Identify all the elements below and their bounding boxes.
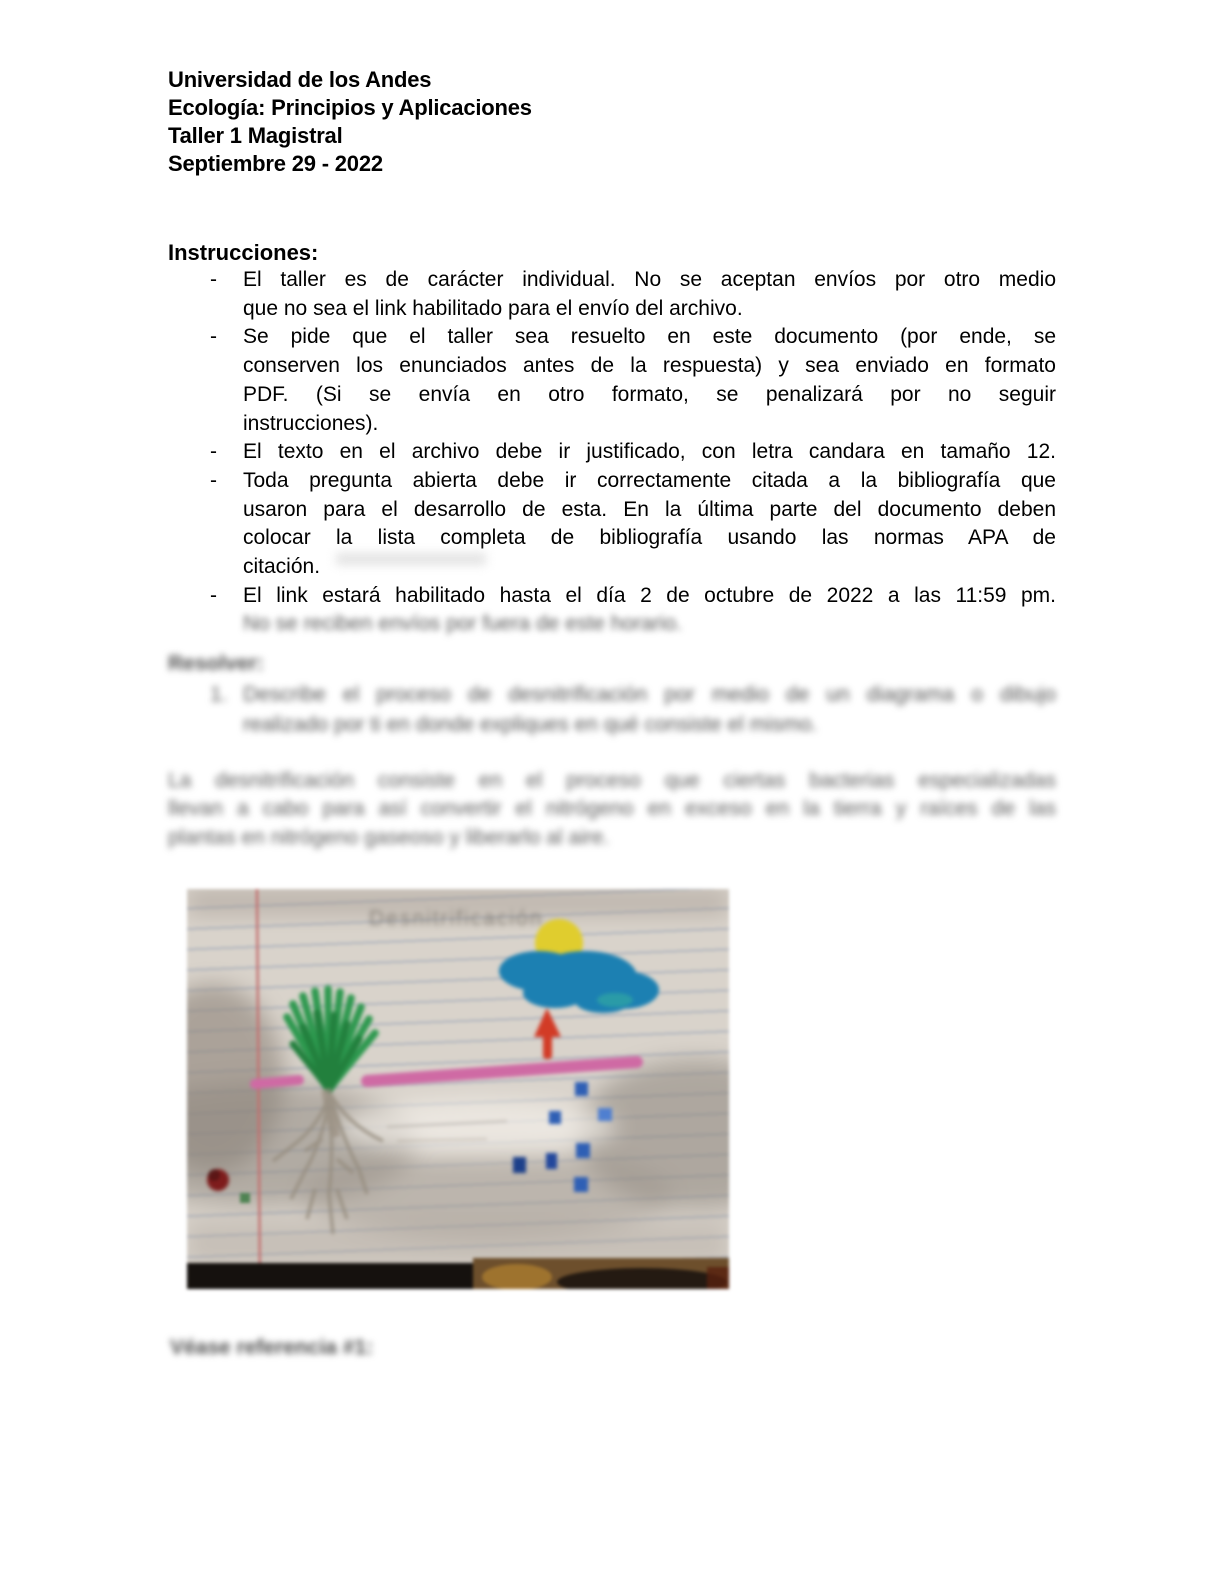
bullet-text-line: usaron para el desarrollo de esta. En la última parte del documento deben [243, 497, 1056, 521]
header-line-date: Septiembre 29 - 2022 [168, 151, 383, 176]
instruction-bullet [168, 266, 1056, 323]
figure-photo-denitrification-drawing [187, 889, 729, 1289]
header-line-university: Universidad de los Andes [168, 67, 432, 92]
green-mark-drawing [240, 1193, 250, 1203]
bullet-dash: - [210, 468, 217, 492]
bullet-text-line: El link estará habilitado hasta el día 2 de octubre de 2022 a las 11:59 pm. [243, 583, 1056, 607]
header-line-course: Ecología: Principios y Aplicaciones [168, 95, 532, 120]
redacted-question-item [168, 680, 1056, 739]
redacted-answer-paragraph [168, 767, 1056, 852]
instruction-bullet [168, 582, 1056, 639]
bullet-text-line: PDF. (Si se envía en otro formato, se penalizará por no seguir [243, 382, 1056, 406]
red-dot-shade [208, 1169, 220, 1181]
bullet-dash: - [210, 583, 217, 607]
bullet-text-line: citación. [243, 555, 321, 579]
drawing-canvas [187, 889, 729, 1289]
instruction-bullet [168, 467, 1056, 582]
instruction-bullet [168, 438, 1056, 467]
redacted-smudge [336, 553, 486, 565]
bullet-text-line: que no sea el link habilitado para el envío del archivo. [243, 296, 743, 320]
redacted-deadline-note: No se reciben envíos por fuera de este horario. [243, 612, 682, 636]
question-text-line: realizado por ti en donde expliques en qué consiste el mismo. [243, 712, 818, 736]
bullet-text-line: Se pide que el taller sea resuelto en este documento (por ende, se [243, 325, 1056, 349]
bullet-text-line: conserven los enunciados antes de la respuesta) y sea enviado en formato [243, 354, 1056, 378]
bullet-text-line: El taller es de carácter individual. No se aceptan envíos por otro medio [243, 268, 1056, 291]
bullet-dash: - [210, 440, 217, 464]
document-header [168, 66, 532, 178]
bullet-text-line: colocar la lista completa de bibliografía usando las normas APA de [243, 526, 1056, 550]
cloud-drawing [499, 951, 659, 1013]
instructions-title: Instrucciones: [168, 240, 319, 265]
instructions-list [168, 266, 1056, 639]
answer-text-line: La desnitrificación consiste en el proceso que ciertas bacterias especializadas [168, 769, 1056, 792]
bullet-dash: - [210, 325, 217, 349]
header-line-workshop: Taller 1 Magistral [168, 123, 343, 148]
bullet-text-line: instrucciones). [243, 411, 379, 435]
instruction-bullet [168, 323, 1056, 438]
figure-title-scribble: Desnitrificación [369, 907, 544, 930]
question-text-line: Describe el proceso de desnitrificación por medio de un diagrama o dibujo [243, 683, 1056, 706]
answer-text-line: llevan a cabo para así convertir el nitrógeno en exceso en la tierra y raíces de las [168, 797, 1056, 821]
redacted-reference-caption: Véase referencia #1: [170, 1336, 374, 1359]
bullet-dash: - [210, 268, 217, 291]
bullet-text-line: Toda pregunta abierta debe ir correctamente citada a la bibliografía que [243, 468, 1056, 492]
bullet-text-line: El texto en el archivo debe ir justificado, con letra candara en tamaño 12. [243, 440, 1056, 464]
question-number: 1. [210, 683, 228, 706]
arrow-drawing [534, 1008, 561, 1059]
answer-text-line: plantas en nitrógeno gaseoso y liberarlo al aire. [168, 825, 610, 849]
redacted-solve-heading: Resolver: [168, 652, 264, 675]
